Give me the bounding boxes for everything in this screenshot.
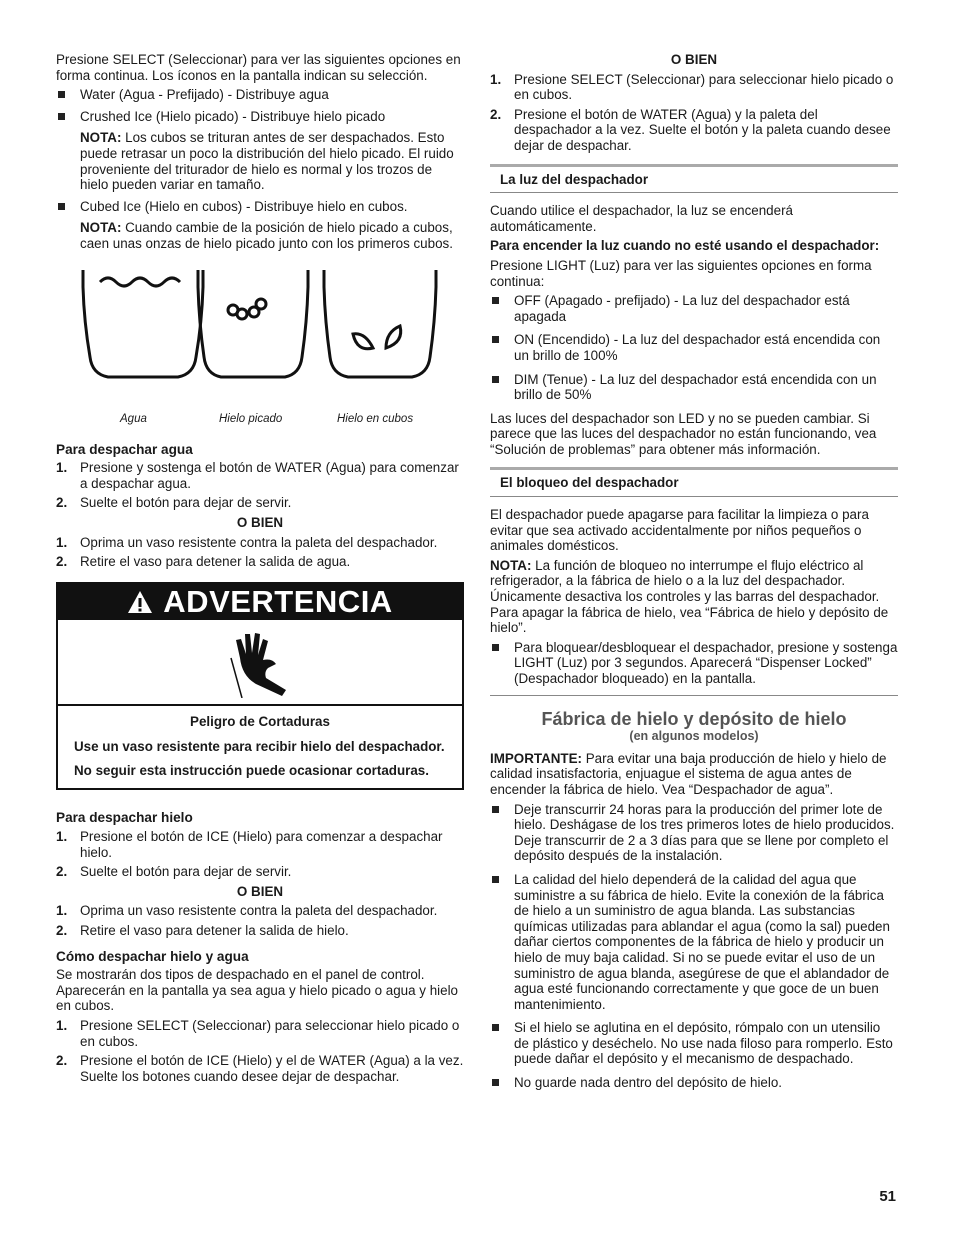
or-label: O BIEN — [236, 883, 284, 899]
ice-alt-step-2: 2. Retire el vaso para detener la salida de hielo. — [56, 923, 349, 939]
option-cubed: Cubed Ice (Hielo en cubos) - Distribuye hielo en cubos. — [56, 199, 464, 215]
warning-line-1: Use un vaso resistente para recibir hielo del despachador. — [74, 739, 445, 755]
alt-step-1: 1. Presione SELECT (Seleccionar) para seleccionar hielo picado o en cubos. — [490, 71, 894, 103]
caption-crushed: Hielo picado — [219, 412, 283, 425]
light-outro: Las luces del despachador son LED y no se pueden cambiar. Si parece que las luces del despachador no están funcionando, vea “Solución de problemas” para obtener más información. — [490, 410, 877, 457]
option-water: Water (Agua - Prefijado) - Distribuye agua — [56, 87, 464, 103]
icemaker-title: Fábrica de hielo y depósito de hielo — [541, 708, 847, 729]
light-option-dim: DIM (Tenue) - La luz del despachador está encendida con un brillo de 50% — [490, 372, 898, 403]
icemaker-bullet-3: Si el hielo se aglutina en el depósito, rómpalo con un utensilio de plástico y deséchelo. No use nada filoso para romperlo. Esto puede dañar el depósito y el mecanismo de despachado. — [490, 1020, 898, 1067]
ice-alt-step-1: 1. Oprima un vaso resistente contra la paleta del despachador. — [56, 903, 438, 919]
cup-crushed-outline — [198, 270, 308, 377]
heading-both: Cómo despachar hielo y agua — [56, 948, 249, 964]
right-column — [490, 52, 898, 1097]
section-lock-heading: El bloqueo del despachador — [490, 467, 898, 497]
warning-title: ADVERTENCIA — [163, 583, 393, 619]
left-column — [56, 52, 464, 1088]
light-option-off: OFF (Apagado - prefijado) - La luz del despachador está apagada — [490, 293, 898, 324]
warning-box — [56, 582, 464, 791]
caption-water: Agua — [120, 412, 147, 425]
water-alt-step-2: 2. Retire el vaso para detener la salida de agua. — [56, 554, 351, 570]
option-crushed: Crushed Ice (Hielo picado) - Distribuye hielo picado — [56, 109, 464, 125]
page-number: 51 — [879, 1188, 896, 1205]
or-label: O BIEN — [670, 52, 718, 67]
alt-step-2: 2. Presione el botón de WATER (Agua) y la paleta del despachador a la vez. Suelte el botón y la paleta cuando desee dejar de despachar. — [490, 106, 891, 153]
lock-note: NOTA: La función de bloqueo no interrumpe el flujo eléctrico al refrigerador, a la fábrica de hielo o a la luz del despachador. Únicamente desactiva los controles y las barras del despachador. Para apagar la fábrica de hielo, vea “Fábrica de hielo y depósito de hielo”. — [490, 557, 889, 636]
heading-water: Para despachar agua — [56, 441, 193, 457]
both-intro: Se mostrarán dos tipos de despachado en el panel de control. Aparecerán en la pantalla ya sea agua y hielo picado o agua y hielo en cubos. — [56, 967, 459, 1014]
warning-subtitle: Peligro de Cortaduras — [190, 713, 330, 729]
light-option-on: ON (Encendido) - La luz del despachador está encendida con un brillo de 100% — [490, 332, 898, 363]
note-crushed: NOTA: Los cubos se trituran antes de ser despachados. Esto puede retrasar un poco la distribución del hielo picado. El ruido proveniente del triturador de hielo es normal y los trozos de hielo pueden variar en tamaño. — [80, 130, 454, 193]
intro-text: Presione SELECT (Seleccionar) para ver las siguientes opciones en forma continua. Los íconos en la pantalla indican su selección. — [56, 52, 461, 83]
note-cubed: NOTA: Cuando cambie de la posición de hielo picado a cubos, caen unas onzas de hielo picado junto con los primeros cubos. — [80, 220, 453, 251]
cut-hand-icon — [226, 628, 296, 698]
water-wave-icon — [100, 278, 180, 286]
warning-image — [58, 620, 462, 706]
light-text: Presione LIGHT (Luz) para ver las siguientes opciones en forma continua: — [490, 257, 872, 289]
caption-cubed: Hielo en cubos — [337, 412, 414, 425]
warning-header — [58, 584, 462, 620]
lock-intro: El despachador puede apagarse para facilitar la limpieza o para evitar que sea activado accidentalmente por niños pequeños o animales domésticos. — [490, 507, 869, 554]
icemaker-subtitle: (en algunos modelos) — [629, 729, 759, 744]
ice-step-1: 1. Presione el botón de ICE (Hielo) para comenzar a despachar hielo. — [56, 829, 443, 860]
important-note: IMPORTANTE: Para evitar una baja producción de hielo y hielo de calidad insatisfactoria, enjuague el sistema de agua antes de encender la fábrica de hielo. Vea “Despachador de agua”. — [490, 750, 887, 797]
water-step-1: 1. Presione y sostenga el botón de WATER (Agua) para comenzar a despachar agua. — [56, 460, 459, 491]
ice-step-2: 2. Suelte el botón para dejar de servir. — [56, 864, 292, 880]
warning-body — [58, 706, 462, 789]
cubed-ice-icon — [353, 333, 373, 348]
or-label: O BIEN — [236, 514, 284, 530]
dispenser-icons-illustration — [56, 262, 464, 432]
icemaker-section — [490, 695, 898, 745]
light-intro: Cuando utilice el despachador, la luz se encenderá automáticamente. — [490, 203, 793, 234]
light-bold: Para encender la luz cuando no esté usando el despachador: — [490, 238, 880, 254]
water-step-2: 2. Suelte el botón para dejar de servir. — [56, 495, 292, 511]
both-step-1: 1. Presione SELECT (Seleccionar) para seleccionar hielo picado o en cubos. — [56, 1018, 460, 1049]
lock-instruction: Para bloquear/desbloquear el despachador, presione y sostenga LIGHT (Luz) por 3 segundos. Aparecerá “Dispenser Locked” (Despachador bloqueado) en la pantalla. — [490, 640, 898, 687]
water-alt-step-1: 1. Oprima un vaso resistente contra la paleta del despachador. — [56, 534, 438, 550]
both-step-2: 2. Presione el botón de ICE (Hielo) y el de WATER (Agua) a la vez. Suelte los botones cuando desee dejar de despachar. — [56, 1053, 464, 1084]
cup-cubed-outline — [324, 270, 436, 377]
cup-water-outline — [83, 270, 203, 377]
warning-line-2: No seguir esta instrucción puede ocasionar cortaduras. — [74, 762, 429, 778]
section-light-heading: La luz del despachador — [490, 164, 898, 194]
icemaker-bullet-4: No guarde nada dentro del depósito de hielo. — [490, 1075, 898, 1091]
warning-triangle-icon — [127, 586, 153, 622]
icemaker-bullet-1: Deje transcurrir 24 horas para la producción del primer lote de hielo. Deshágase de los tres primeros lotes de hielo producidos. Deje transcurrir de 2 a 3 días para que se llene por completo el depósito después de la instalación. — [490, 802, 898, 864]
heading-ice: Para despachar hielo — [56, 810, 193, 826]
cup-icons — [78, 262, 458, 392]
icemaker-bullet-2: La calidad del hielo dependerá de la calidad del agua que suministre a su fábrica de hielo. Evite la conexión de la fábrica de hielo a un suministro de agua blanda. Las substancias químicas utilizadas para ablandar el agua (como la sal) pueden dañar ciertos componentes de la fábrica de hielo y producir un hielo de muy baja calidad. Si no se puede evitar el uso de un suministro de agua blanda, asegúrese de que el ablandador de agua esté funcionando correctamente y que goce de un buen mantenimiento. — [490, 872, 898, 1012]
